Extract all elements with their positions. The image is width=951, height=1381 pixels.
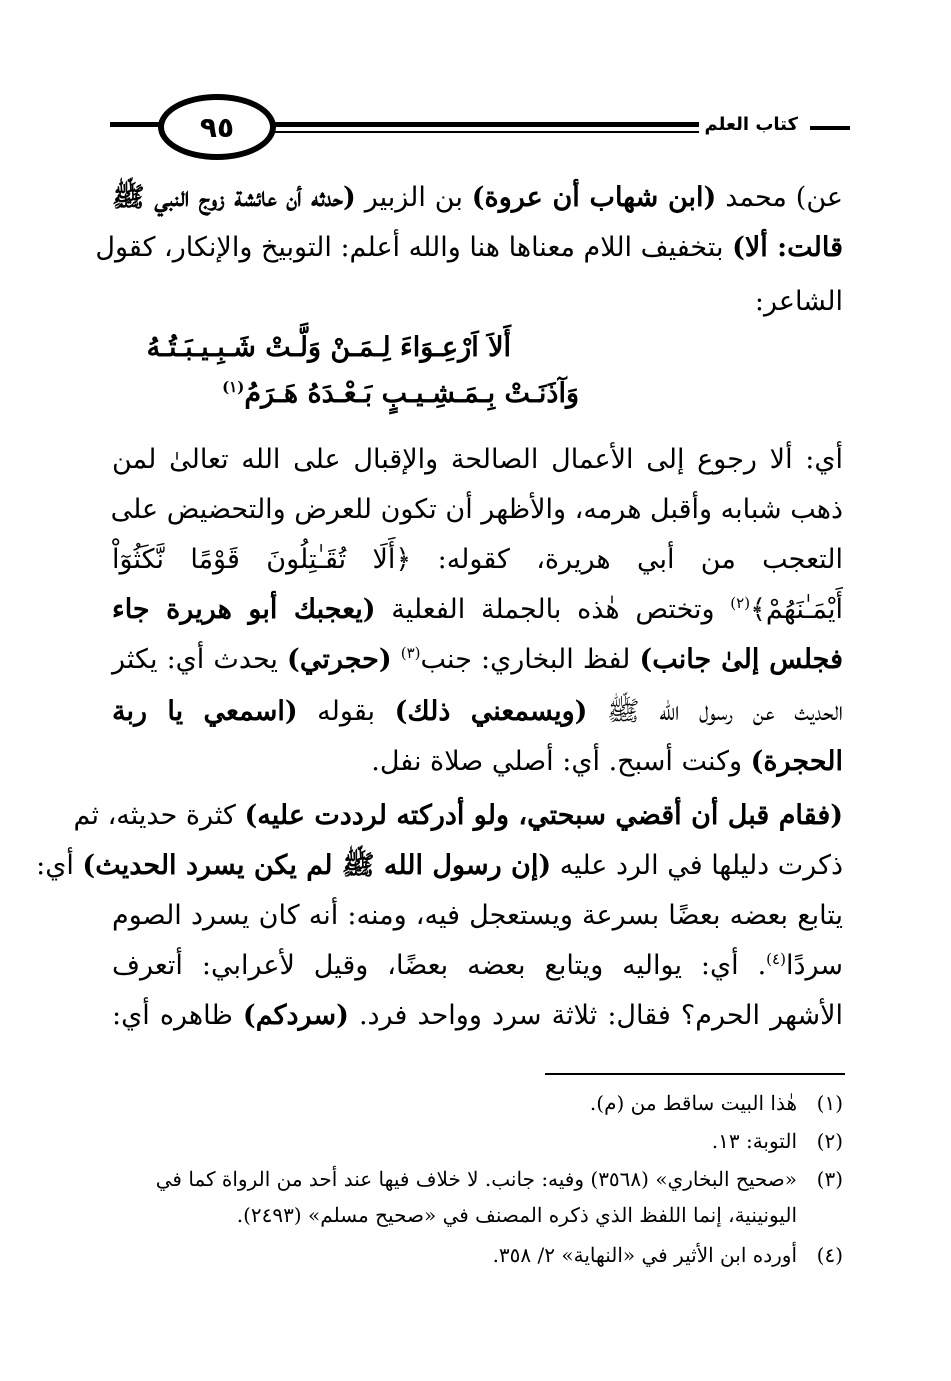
text-line-7: أَيْمَـٰنَهُمْ﴾$^{(٢)}$ وتختص هٰذه بالجملة الفعلية (يعجبك أبو هريرة جاء xyxy=(112,594,843,625)
text-line-8: فجلس إلىٰ جانب) لفظ البخاري: جنب$^{(٣)}$ (حجرتي) يحدث أي: يكثر xyxy=(112,644,843,675)
text-line-12: ذكرت دليلها في الرد عليه (إن رسول الله ﷺ لم يكن يسرد الحديث) أي: xyxy=(36,850,843,881)
book-title: كتاب العلم xyxy=(699,114,804,135)
text-line-14: سردًا$^{(٤)}$. أي: يواليه ويتابع بعضه بعضًا، وقيل لأعرابي: أتعرف xyxy=(112,950,843,981)
footnote-4: (٤)أورده ابن الأثير في «النهاية» ٢/ ٣٥٨. xyxy=(492,1243,843,1267)
footnote-ref-1: (١) xyxy=(222,378,245,396)
footnote-ref-2: (٢) xyxy=(730,594,751,612)
footnote-2: (٢)التوبة: ١٣. xyxy=(711,1129,843,1153)
footnote-3: (٣)«صحيح البخاري» (٣٥٦٨) وفيه: جانب. لا خلاف فيها عند أحد من الرواة كما في xyxy=(155,1167,843,1191)
text-line-11: (فقام قبل أن أقضي سبحتي، ولو أدركته لرددت عليه) كثرة حديثه، ثم xyxy=(73,800,843,831)
text-line-6: التعجب من أبي هريرة، كقوله: ﴿أَلَا تُقَـٰتِلُونَ قَوْمًا نَّكَثُوٓاْ xyxy=(112,544,843,575)
header-rule-thick xyxy=(270,122,700,127)
header-rule-thin xyxy=(270,131,700,133)
footnote-3-continued: اليونينية، إنما اللفظ الذي ذكره المصنف في «صحيح مسلم» (٢٤٩٣). xyxy=(236,1203,797,1227)
text-line-9: الحديث عن رسول الله ﷺ (ويسمعني ذلك) بقوله (اسمعي يا ربة xyxy=(112,696,843,727)
text-line-2: قالت: ألا) بتخفيف اللام معناها هنا والله أعلم: التوبيخ والإنكار، كقول xyxy=(95,232,843,263)
verse-line-2: وَآذَنَـتْ بِـمَـشِـيـبٍ بَـعْـدَهُ هَـرَمُ$^{(١)}$ xyxy=(222,378,579,409)
footnote-1: (١)هٰذا البيت ساقط من (م). xyxy=(589,1091,843,1115)
verse-line-1: أَلاَ اَرْعِـوَاءَ لِـمَـنْ وَلَّـتْ شَـبِـيـبَـتُـهُ xyxy=(146,332,511,363)
footnote-ref-3: (٣) xyxy=(400,644,421,662)
text-line-5: ذهب شبابه وأقبل هرمه، والأظهر أن تكون للعرض والتحضيض على xyxy=(110,494,843,525)
page-header xyxy=(110,88,850,168)
text-line-13: يتابع بعضه بعضًا بسرعة ويستعجل فيه، ومنه: أنه كان يسرد الصوم xyxy=(112,900,843,931)
header-dash-right xyxy=(810,126,850,130)
footnote-separator xyxy=(545,1073,845,1075)
footnote-ref-4: (٤) xyxy=(766,950,786,968)
page-number: ٩٥ xyxy=(158,94,276,160)
text-line-3: الشاعر: xyxy=(754,286,843,317)
text-line-4: أي: ألا رجوع إلى الأعمال الصالحة والإقبال على الله تعالىٰ لمن xyxy=(112,444,843,475)
text-line-10: الحجرة) وكنت أسبح. أي: أصلي صلاة نفل. xyxy=(371,746,843,777)
text-line-1: عن) محمد (ابن شهاب أن عروة) بن الزبير (حدثه أن عائشة زوج النبي ﷺ xyxy=(112,182,843,213)
text-line-15: الأشهر الحرم؟ فقال: ثلاثة سرد وواحد فرد. (سردكم) ظاهره أي: xyxy=(112,1000,843,1031)
